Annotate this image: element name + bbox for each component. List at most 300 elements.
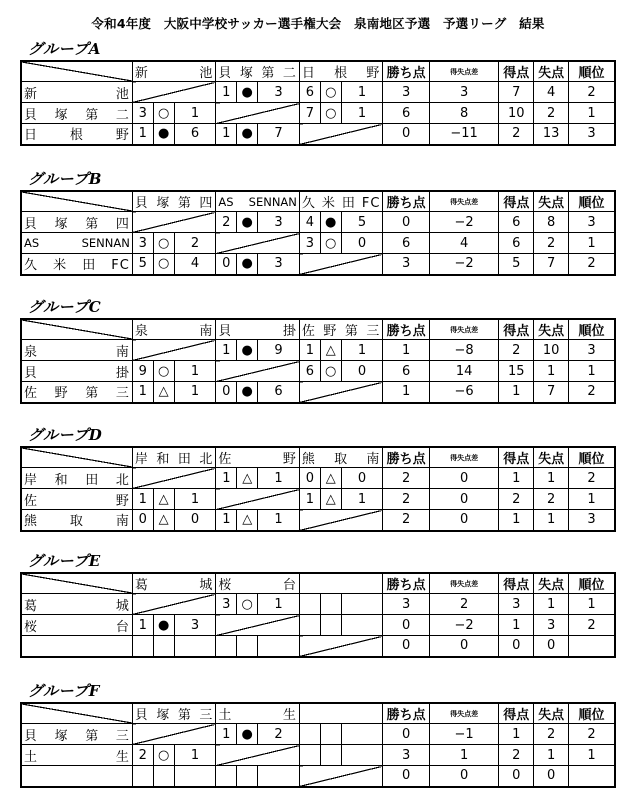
goal-difference-cell: −2 (429, 615, 499, 636)
stat-header: 失点 (534, 61, 569, 82)
points-cell: 1 (383, 340, 429, 361)
result-mark (153, 636, 174, 657)
stat-header: 得点 (499, 703, 534, 724)
stat-header: 順位 (569, 447, 616, 468)
table-row (21, 124, 615, 145)
goals-against: 0 (341, 361, 383, 382)
goals-conceded-cell: 1 (534, 510, 569, 531)
goal-difference-cell: 0 (429, 468, 499, 489)
column-team-name: 貝塚第四 (132, 191, 216, 212)
goals-against: 1 (341, 489, 383, 510)
goals-for: 1 (299, 340, 320, 361)
self-match-cell (216, 233, 300, 254)
self-match-cell (132, 212, 216, 233)
row-team-name: 貝塚第三 (21, 724, 132, 745)
rank-cell: 2 (569, 724, 616, 745)
result-mark: △ (237, 510, 258, 531)
goals-against: 2 (174, 233, 216, 254)
rank-cell: 2 (569, 82, 616, 103)
goals-for: 2 (216, 212, 237, 233)
points-cell: 3 (383, 82, 429, 103)
stat-header: 順位 (569, 191, 615, 212)
goal-difference-cell: −2 (429, 254, 499, 275)
goals-against: 0 (174, 510, 216, 531)
table-row (21, 254, 615, 275)
points-cell: 0 (383, 636, 429, 657)
stat-header: 得失点差 (429, 319, 499, 340)
goals-scored-cell: 2 (499, 489, 534, 510)
row-team-name: 泉南 (21, 340, 132, 361)
result-mark: △ (153, 489, 174, 510)
stat-header: 得失点差 (429, 703, 499, 724)
table-row (21, 233, 615, 254)
stat-header: 順位 (569, 703, 616, 724)
goals-against (174, 766, 216, 787)
goals-for: 1 (216, 82, 237, 103)
result-mark: ● (237, 724, 258, 745)
goals-conceded-cell: 1 (534, 468, 569, 489)
rank-cell (569, 766, 616, 787)
rank-cell: 2 (569, 382, 616, 403)
goals-for (299, 745, 320, 766)
table-row (21, 766, 615, 787)
goals-against: 3 (258, 212, 300, 233)
goals-against: 3 (258, 254, 300, 275)
goals-conceded-cell: 1 (534, 745, 569, 766)
goals-against (258, 766, 300, 787)
rank-cell: 3 (569, 340, 616, 361)
points-cell: 3 (383, 594, 429, 615)
stat-header: 得点 (499, 447, 534, 468)
goals-against: 1 (174, 745, 216, 766)
goals-scored-cell: 15 (499, 361, 534, 382)
goals-against (174, 636, 216, 657)
stat-header: 得失点差 (429, 191, 499, 212)
points-cell: 0 (383, 124, 429, 145)
result-mark: ○ (153, 233, 174, 254)
goals-for (299, 594, 320, 615)
goals-for: 1 (132, 489, 153, 510)
table-row (21, 745, 615, 766)
table-row (21, 82, 615, 103)
result-mark (320, 594, 341, 615)
column-team-name: 貝塚第三 (132, 703, 216, 724)
goals-for: 1 (216, 340, 237, 361)
points-cell: 2 (383, 468, 429, 489)
result-mark: ○ (153, 745, 174, 766)
goals-against: 1 (341, 103, 383, 124)
result-mark (320, 724, 341, 745)
column-team-name: 泉南 (132, 319, 216, 340)
result-mark: ● (153, 615, 174, 636)
table-row (21, 724, 615, 745)
corner-cell (21, 447, 132, 468)
goals-conceded-cell: 0 (534, 636, 569, 657)
stat-header: 得点 (499, 191, 534, 212)
goals-against: 1 (174, 382, 216, 403)
row-team-name: 岸和田北 (21, 468, 132, 489)
self-match-cell (216, 489, 300, 510)
goals-for: 6 (299, 82, 320, 103)
column-team-name: 貝塚第二 (216, 61, 300, 82)
goals-conceded-cell: 2 (534, 233, 569, 254)
goals-against: 7 (258, 124, 300, 145)
goals-for (216, 766, 237, 787)
row-team-name: 久米田FC (21, 254, 132, 275)
points-cell: 6 (383, 361, 429, 382)
goal-difference-cell: 3 (429, 82, 499, 103)
goals-for: 1 (216, 724, 237, 745)
goals-conceded-cell: 7 (534, 382, 569, 403)
points-cell: 0 (383, 724, 429, 745)
goal-difference-cell: 0 (429, 510, 499, 531)
table-row (21, 468, 615, 489)
column-team-name (299, 703, 383, 724)
stat-header: 勝ち点 (383, 573, 429, 594)
goals-against: 1 (174, 361, 216, 382)
row-team-name: 佐野 (21, 489, 132, 510)
result-mark (320, 615, 341, 636)
goal-difference-cell: 1 (429, 745, 499, 766)
goals-conceded-cell: 1 (534, 594, 569, 615)
row-team-name: 佐野第三 (21, 382, 132, 403)
corner-cell (21, 191, 132, 212)
result-mark: ● (237, 124, 258, 145)
result-mark: △ (237, 468, 258, 489)
row-team-name: 土生 (21, 745, 132, 766)
rank-cell: 1 (569, 103, 616, 124)
rank-cell: 1 (569, 489, 616, 510)
goals-against: 1 (258, 468, 300, 489)
result-mark: ● (237, 340, 258, 361)
goals-for: 0 (299, 468, 320, 489)
stat-header: 得点 (499, 573, 534, 594)
header-row (21, 447, 615, 468)
table-row (21, 489, 615, 510)
row-team-name: 貝塚第二 (21, 103, 132, 124)
row-team-name: 貝掛 (21, 361, 132, 382)
goals-scored-cell: 2 (499, 340, 534, 361)
goals-for (299, 724, 320, 745)
result-mark: ○ (320, 82, 341, 103)
points-cell: 6 (383, 103, 429, 124)
result-mark: ○ (320, 233, 341, 254)
goal-difference-cell: −6 (429, 382, 499, 403)
self-match-cell (299, 124, 383, 145)
goal-difference-cell: −1 (429, 724, 499, 745)
goals-for: 0 (132, 510, 153, 531)
self-match-cell (132, 468, 216, 489)
result-mark: ● (320, 212, 341, 233)
goals-conceded-cell: 13 (534, 124, 569, 145)
goals-against: 0 (341, 233, 383, 254)
goal-difference-cell: −2 (429, 212, 499, 233)
self-match-cell (216, 745, 300, 766)
goals-scored-cell: 1 (499, 724, 534, 745)
result-mark: ● (237, 212, 258, 233)
points-cell: 3 (383, 254, 429, 275)
rank-cell: 3 (569, 212, 615, 233)
table-row (21, 594, 615, 615)
column-team-name: 土生 (216, 703, 300, 724)
goal-difference-cell: 0 (429, 636, 499, 657)
goals-for: 2 (132, 745, 153, 766)
row-team-name: 桜台 (21, 615, 132, 636)
group-table (20, 318, 616, 404)
points-cell: 0 (383, 766, 429, 787)
column-team-name: 熊取南 (299, 447, 383, 468)
rank-cell: 3 (569, 124, 616, 145)
goals-conceded-cell: 7 (534, 254, 569, 275)
goals-against: 1 (258, 594, 300, 615)
goals-scored-cell: 2 (499, 124, 534, 145)
goals-for (299, 615, 320, 636)
goals-for: 3 (132, 103, 153, 124)
goals-against: 1 (258, 510, 300, 531)
column-team-name: 佐野第三 (299, 319, 383, 340)
table-row (21, 212, 615, 233)
result-mark: ○ (153, 254, 174, 275)
goals-for: 1 (132, 124, 153, 145)
goals-for: 5 (132, 254, 153, 275)
result-mark: △ (320, 489, 341, 510)
column-team-name: 日根野 (299, 61, 383, 82)
result-mark: △ (320, 468, 341, 489)
result-mark (153, 766, 174, 787)
corner-cell (21, 573, 132, 594)
result-mark: △ (153, 510, 174, 531)
stat-header: 勝ち点 (383, 319, 429, 340)
goals-for: 1 (299, 489, 320, 510)
points-cell: 6 (383, 233, 429, 254)
goals-conceded-cell: 4 (534, 82, 569, 103)
result-mark: △ (320, 340, 341, 361)
goals-for: 1 (132, 382, 153, 403)
table-row (21, 636, 615, 657)
group-table (20, 446, 616, 532)
stat-header: 失点 (534, 319, 569, 340)
column-team-name: 桜台 (216, 573, 300, 594)
stat-header: 得失点差 (429, 573, 499, 594)
self-match-cell (132, 594, 216, 615)
header-row (21, 191, 615, 212)
goals-conceded-cell: 8 (534, 212, 569, 233)
goals-scored-cell: 6 (499, 233, 534, 254)
goals-scored-cell: 0 (499, 636, 534, 657)
goal-difference-cell: 8 (429, 103, 499, 124)
goals-conceded-cell: 2 (534, 724, 569, 745)
goals-conceded-cell: 3 (534, 615, 569, 636)
goals-for: 4 (299, 212, 320, 233)
goal-difference-cell: 0 (429, 766, 499, 787)
goals-against (341, 594, 383, 615)
column-team-name: 久米田FC (299, 191, 383, 212)
goals-scored-cell: 2 (499, 745, 534, 766)
table-row (21, 340, 615, 361)
result-mark: ● (237, 382, 258, 403)
goals-scored-cell: 3 (499, 594, 534, 615)
stat-header: 得点 (499, 61, 534, 82)
group-label: グループD (28, 426, 103, 444)
corner-cell (21, 61, 132, 82)
self-match-cell (132, 724, 216, 745)
self-match-cell (299, 766, 383, 787)
goals-against: 0 (341, 468, 383, 489)
goals-for: 1 (216, 124, 237, 145)
goals-conceded-cell: 10 (534, 340, 569, 361)
result-mark (237, 636, 258, 657)
self-match-cell (132, 82, 216, 103)
goals-for (132, 766, 153, 787)
points-cell: 3 (383, 745, 429, 766)
goals-for: 3 (299, 233, 320, 254)
self-match-cell (216, 615, 300, 636)
rank-cell (569, 636, 616, 657)
stat-header: 失点 (534, 573, 569, 594)
group-label: グループB (28, 170, 102, 188)
goal-difference-cell: 2 (429, 594, 499, 615)
goals-scored-cell: 6 (499, 212, 534, 233)
goals-against (341, 615, 383, 636)
rank-cell: 2 (569, 254, 615, 275)
self-match-cell (216, 103, 300, 124)
self-match-cell (132, 340, 216, 361)
self-match-cell (299, 510, 383, 531)
stat-header: 失点 (534, 191, 569, 212)
header-row (21, 319, 615, 340)
goals-for: 1 (132, 615, 153, 636)
rank-cell: 1 (569, 745, 616, 766)
goals-against (341, 745, 383, 766)
rank-cell: 1 (569, 361, 616, 382)
stat-header: 勝ち点 (383, 447, 429, 468)
result-mark: ○ (320, 103, 341, 124)
goals-for: 0 (216, 254, 237, 275)
result-mark: ○ (320, 361, 341, 382)
table-row (21, 103, 615, 124)
goals-conceded-cell: 1 (534, 361, 569, 382)
page-title: 令和4年度 大阪中学校サッカー選手権大会 泉南地区予選 予選リーグ 結果 (91, 16, 545, 31)
goals-for: 7 (299, 103, 320, 124)
stat-header: 勝ち点 (383, 703, 429, 724)
group-table (20, 60, 616, 146)
result-mark: ○ (153, 103, 174, 124)
points-cell: 1 (383, 382, 429, 403)
stat-header: 失点 (534, 447, 569, 468)
goals-against: 3 (174, 615, 216, 636)
rank-cell: 2 (569, 468, 616, 489)
goals-against: 1 (341, 340, 383, 361)
stat-header: 得失点差 (429, 447, 499, 468)
column-team-name: AS SENNAN (216, 191, 300, 212)
row-team-name (21, 636, 132, 657)
goals-scored-cell: 1 (499, 382, 534, 403)
result-mark: ○ (153, 361, 174, 382)
row-team-name: AS SENNAN (21, 233, 132, 254)
stat-header: 得失点差 (429, 61, 499, 82)
goals-against: 1 (341, 82, 383, 103)
goals-against: 1 (174, 103, 216, 124)
stat-header: 得点 (499, 319, 534, 340)
header-row (21, 703, 615, 724)
goal-difference-cell: −11 (429, 124, 499, 145)
goals-for: 1 (216, 510, 237, 531)
group-table (20, 572, 616, 658)
column-team-name: 新池 (132, 61, 216, 82)
stat-header: 順位 (569, 61, 616, 82)
stat-header: 順位 (569, 573, 616, 594)
rank-cell: 2 (569, 615, 616, 636)
goals-scored-cell: 0 (499, 766, 534, 787)
self-match-cell (299, 636, 383, 657)
goals-for: 0 (216, 382, 237, 403)
rank-cell: 3 (569, 510, 616, 531)
goals-conceded-cell: 2 (534, 489, 569, 510)
rank-cell: 1 (569, 233, 615, 254)
goals-against: 3 (258, 82, 300, 103)
stat-header: 失点 (534, 703, 569, 724)
table-row (21, 510, 615, 531)
group-label: グループA (28, 40, 101, 58)
goals-against: 1 (174, 489, 216, 510)
row-team-name: 貝塚第四 (21, 212, 132, 233)
self-match-cell (216, 361, 300, 382)
table-row (21, 382, 615, 403)
goals-conceded-cell: 0 (534, 766, 569, 787)
goals-against: 6 (258, 382, 300, 403)
column-team-name: 岸和田北 (132, 447, 216, 468)
result-mark: ● (237, 254, 258, 275)
group-table (20, 190, 616, 276)
header-row (21, 61, 615, 82)
corner-cell (21, 319, 132, 340)
column-team-name (299, 573, 383, 594)
goals-scored-cell: 1 (499, 615, 534, 636)
goals-against: 9 (258, 340, 300, 361)
stat-header: 順位 (569, 319, 616, 340)
group-label: グループC (28, 298, 102, 316)
goals-for (216, 636, 237, 657)
goals-scored-cell: 10 (499, 103, 534, 124)
corner-cell (21, 703, 132, 724)
goals-for: 1 (216, 468, 237, 489)
goals-for (132, 636, 153, 657)
goals-scored-cell: 7 (499, 82, 534, 103)
goals-conceded-cell: 2 (534, 103, 569, 124)
goal-difference-cell: 0 (429, 489, 499, 510)
points-cell: 2 (383, 510, 429, 531)
group-label: グループE (28, 552, 101, 570)
goal-difference-cell: 14 (429, 361, 499, 382)
result-mark (237, 766, 258, 787)
stat-header: 勝ち点 (383, 191, 429, 212)
stat-header: 勝ち点 (383, 61, 429, 82)
goals-against (341, 724, 383, 745)
goals-scored-cell: 1 (499, 468, 534, 489)
column-team-name: 佐野 (216, 447, 300, 468)
goals-against: 4 (174, 254, 216, 275)
goals-against: 2 (258, 724, 300, 745)
goals-against: 6 (174, 124, 216, 145)
goals-for: 6 (299, 361, 320, 382)
goal-difference-cell: 4 (429, 233, 499, 254)
group-label: グループF (28, 682, 100, 700)
table-row (21, 361, 615, 382)
result-mark: △ (153, 382, 174, 403)
result-mark (320, 745, 341, 766)
goal-difference-cell: −8 (429, 340, 499, 361)
row-team-name (21, 766, 132, 787)
